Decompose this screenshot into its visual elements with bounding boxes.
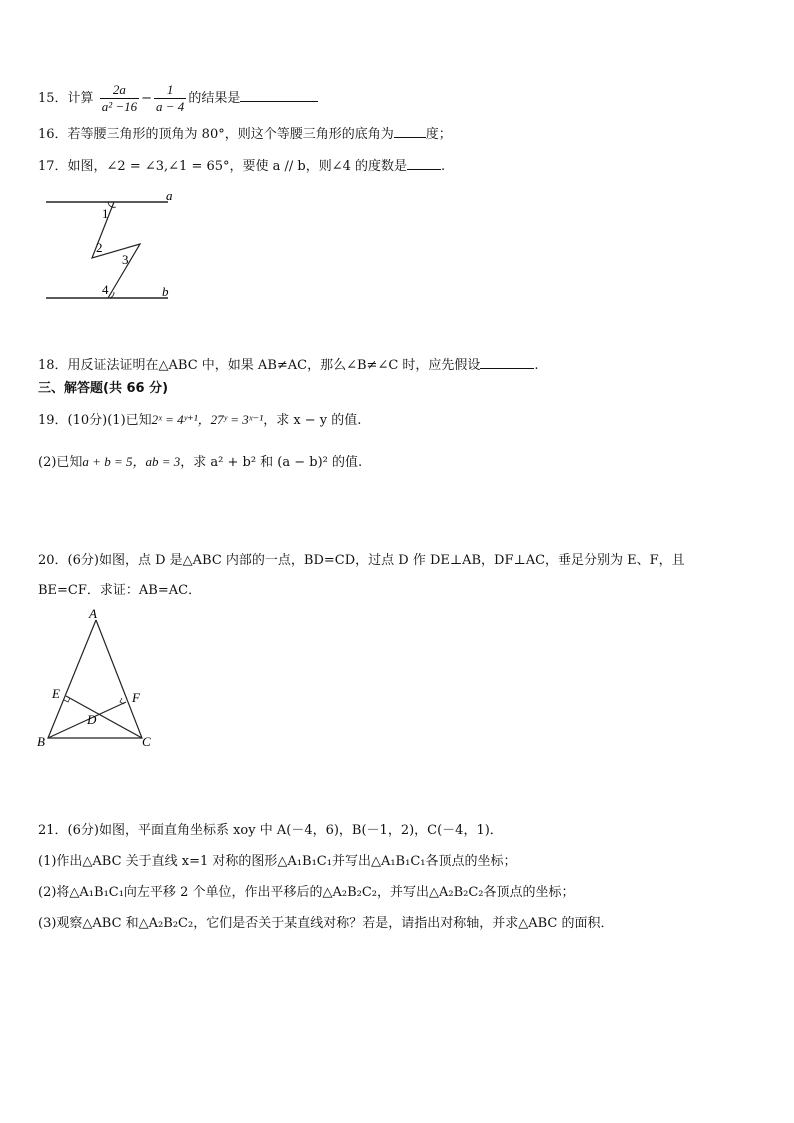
minus-sign: − (141, 91, 153, 106)
figure-20-triangle (34, 606, 160, 752)
question-21-line-3: (2)将△A₁B₁C₁向左平移 2 个单位，作出平移后的△A₂B₂C₂，并写出△A₂B₂C₂各顶点的坐标； (38, 885, 575, 900)
label-D: D (87, 712, 97, 727)
question-16 (38, 124, 452, 144)
equation: a + b = 5，ab = 3 (82, 454, 181, 469)
question-tail: 度； (425, 127, 452, 142)
label-angle-2: 2 (96, 240, 103, 255)
question-tail: ，求 x − y 的值. (263, 413, 362, 428)
fraction-2 (154, 82, 186, 115)
label-C: C (142, 734, 151, 749)
question-lead: 计算 (67, 91, 94, 106)
equation: 2ˣ = 4ʸ⁺¹，27ʸ = 3ˣ⁻¹ (151, 412, 264, 427)
label-b: b (162, 284, 169, 299)
fraction-2-denominator: a − 4 (156, 99, 185, 114)
answer-blank[interactable] (394, 124, 426, 138)
question-lead: (2)已知 (38, 455, 83, 470)
question-19-part-1 (38, 411, 361, 430)
figure-17-parallel-lines (38, 186, 188, 306)
question-tail: ，求 a² + b² 和 (a − b)² 的值. (180, 455, 363, 470)
question-text: 16．若等腰三角形的顶角为 80°，则这个等腰三角形的底角为 (38, 127, 394, 142)
question-lead: 19．(10分)(1)已知 (38, 413, 152, 428)
answer-blank[interactable] (240, 88, 318, 102)
question-tail: . (441, 159, 446, 174)
answer-blank[interactable] (480, 355, 534, 369)
question-text: 17．如图，∠2 = ∠3,∠1 = 65°，要使 a // b，则∠4 的度数是 (38, 159, 408, 174)
question-17 (38, 156, 445, 176)
label-angle-1: 1 (102, 206, 109, 221)
question-20-line-2: BE=CF．求证：AB=AC． (38, 583, 202, 598)
fraction-1-numerator: 2a (100, 82, 139, 99)
label-B: B (37, 734, 45, 749)
fraction-1 (100, 82, 139, 115)
question-21-line-2: (1)作出△ABC 关于直线 x=1 对称的图形△A₁B₁C₁并写出△A₁B₁C₁各顶点的坐标； (38, 854, 517, 869)
question-21-line-4: (3)观察△ABC 和△A₂B₂C₂，它们是否关于某直线对称？若是，请指出对称轴，并求△ABC 的面积． (38, 916, 614, 931)
fraction-1-denominator: a² −16 (101, 99, 138, 114)
fraction-2-numerator: 1 (154, 82, 186, 99)
question-18 (38, 355, 539, 375)
label-E: E (52, 686, 60, 701)
question-number: 15． (38, 91, 68, 106)
segment-ce (66, 696, 142, 738)
label-F: F (132, 690, 140, 705)
label-angle-4: 4 (102, 282, 109, 297)
right-angle-e (64, 698, 70, 702)
question-text: 18．用反证法证明在△ABC 中，如果 AB≠AC，那么∠B≠∠C 时，应先假设 (38, 358, 481, 373)
question-tail: . (534, 358, 539, 373)
label-angle-3: 3 (122, 252, 129, 267)
question-19-part-2 (38, 453, 362, 472)
question-15 (38, 82, 318, 115)
answer-blank[interactable] (407, 156, 441, 170)
section-title: 三、解答题(共 66 分) (38, 381, 169, 396)
label-A: A (89, 606, 97, 621)
question-tail: 的结果是 (188, 91, 241, 106)
question-21-line-1: 21．(6分)如图，平面直角坐标系 xoy 中 A(－4，6)，B(－1，2)，C(－4，1)． (38, 823, 503, 838)
label-a: a (166, 188, 173, 203)
question-20-line-1: 20．(6分)如图，点 D 是△ABC 内部的一点，BD=CD，过点 D 作 DE⊥AB，DF⊥AC，垂足分别为 E、F，且 (38, 553, 685, 568)
